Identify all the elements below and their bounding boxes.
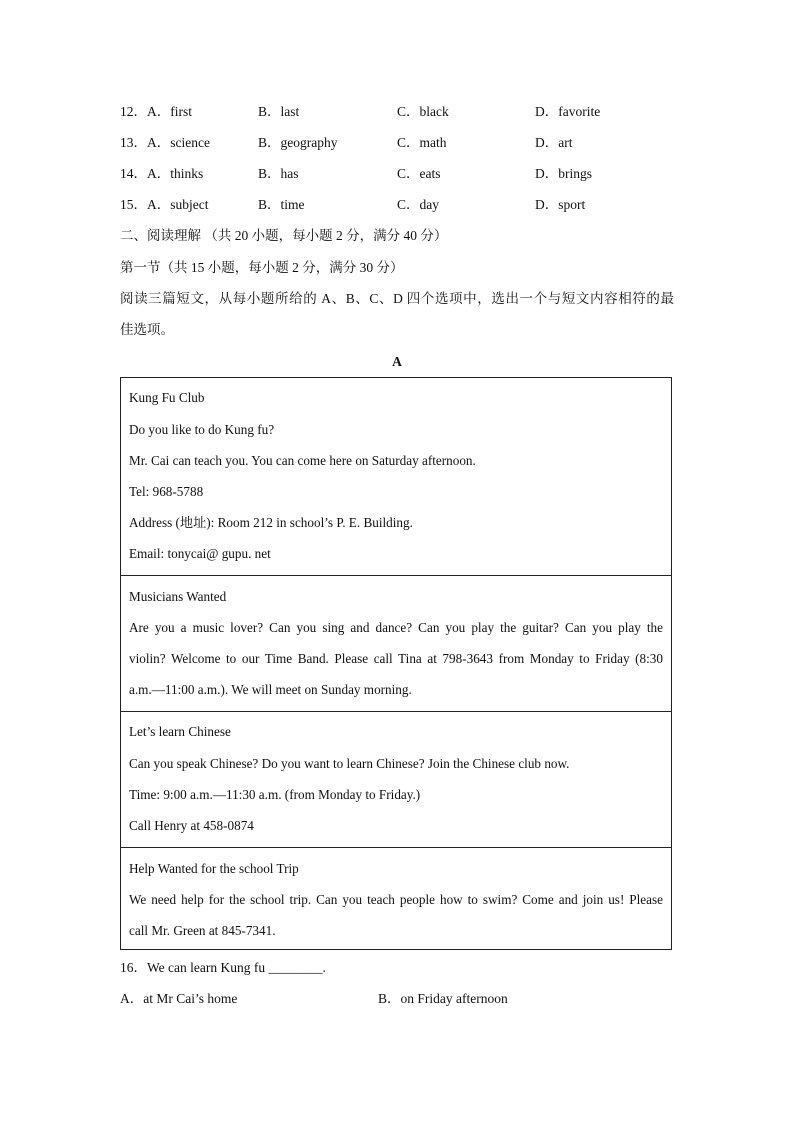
section-one-title: 第一节（共 15 小题，每小题 2 分，满分 30 分） [120,260,404,275]
ad-line: Time: 9:00 a.m.—11:30 a.m. (from Monday to Friday.) [129,787,421,802]
ad-line: violin? Welcome to our Time Band. Please call Tina at 798-3643 from Monday to Friday (8:30 [129,651,663,666]
question-16-option-a: A．at Mr Cai’s home [120,991,238,1006]
ad-title: Musicians Wanted [129,589,227,604]
option-b: B．last [258,104,300,119]
ad-line: Address (地址): Room 212 in school’s P. E. Building. [129,515,413,530]
option-a: 13．A．science [120,135,210,150]
question-16-option-b: B．on Friday afternoon [378,991,508,1006]
option-c: C．day [397,197,439,212]
option-a: 15．A．subject [120,197,209,212]
ad-line: Mr. Cai can teach you. You can come here on Saturday afternoon. [129,453,476,468]
option-d: D．brings [535,166,592,181]
option-b: B．has [258,166,299,181]
option-d: D．art [535,135,573,150]
passage-label: A [392,354,402,369]
option-c: C．eats [397,166,441,181]
ad-line: We need help for the school trip. Can you teach people how to swim? Come and join us! Please [129,892,663,907]
instructions-line-2: 佳选项。 [120,322,174,337]
ad-line: a.m.—11:00 a.m.). We will meet on Sunday morning. [129,682,412,697]
option-a: 14．A．thinks [120,166,204,181]
part-two-title: 二、阅读理解 （共 20 小题，每小题 2 分，满分 40 分） [120,228,448,243]
ad-line: Tel: 968-5788 [129,484,204,499]
question-16-stem: 16．We can learn Kung fu ________. [120,960,326,975]
instructions-line-1: 阅读三篇短文，从每小题所给的 A、B、C、D 四个选项中，选出一个与短文内容相符的最 [120,291,674,306]
ad-line: Can you speak Chinese? Do you want to learn Chinese? Join the Chinese club now. [129,756,570,771]
question-row-13 [120,133,680,153]
ad-title: Let’s learn Chinese [129,724,231,739]
question-row-12 [120,102,680,122]
ad-learn-chinese [121,712,671,848]
ad-musicians-wanted [121,576,671,712]
option-b: B．time [258,197,305,212]
option-c: C．black [397,104,449,119]
question-row-15 [120,195,680,215]
ad-line: Are you a music lover? Can you sing and dance? Can you play the guitar? Can you play the [129,620,663,635]
ad-line: Email: tonycai@ gupu. net [129,546,271,561]
ad-kung-fu-club [121,378,671,576]
option-a: 12．A．first [120,104,192,119]
ad-title: Kung Fu Club [129,390,205,405]
option-c: C．math [397,135,447,150]
ads-table [120,377,672,950]
option-d: D．sport [535,197,586,212]
ad-line: Call Henry at 458-0874 [129,818,254,833]
ad-line: Do you like to do Kung fu? [129,422,275,437]
ad-line: call Mr. Green at 845-7341. [129,923,276,938]
ad-help-wanted-trip [121,848,671,949]
option-b: B．geography [258,135,338,150]
question-row-14 [120,164,680,184]
option-d: D．favorite [535,104,601,119]
ad-title: Help Wanted for the school Trip [129,861,299,876]
